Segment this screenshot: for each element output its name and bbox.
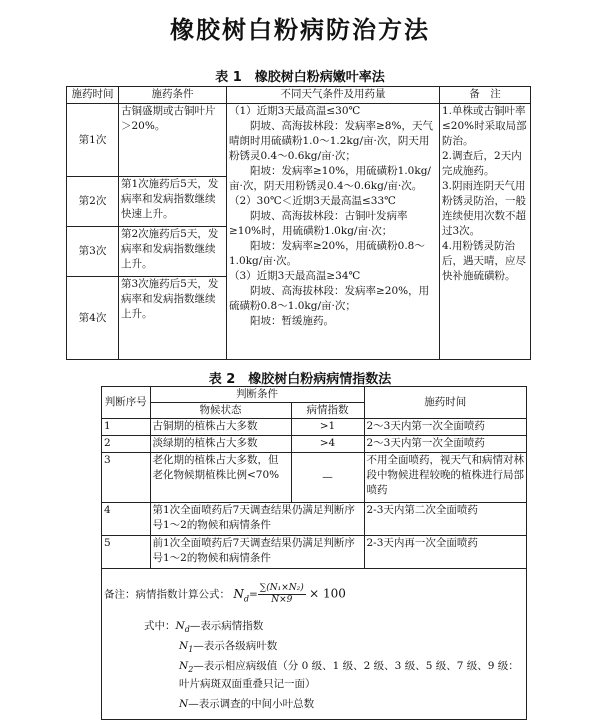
t2-row4-time: 2-3天内第二次全面喷药	[364, 503, 526, 536]
t2-note-label: 备注：病情指数计算公式：	[104, 588, 230, 601]
t2-note	[102, 569, 526, 719]
t2-legend-line-1: $N_1—$表示各级病叶数	[179, 640, 278, 655]
t2-row5-seq: 5	[102, 536, 150, 569]
t2-row2-index: >4	[291, 436, 364, 453]
t1-row1-cond: 古铜盛期或古铜叶片＞20%。	[119, 104, 227, 177]
t2-row1-index: >1	[291, 419, 364, 436]
t1-header-remarks: 备 注	[440, 87, 531, 104]
t2-row4-cond: 第1次全面喷药后7天调查结果仍满足判断序号1～2的物候和病情条件	[150, 503, 364, 536]
table1	[66, 86, 531, 360]
t2-header-time: 施药时间	[364, 387, 526, 419]
t2-header-phen: 物候状态	[150, 403, 291, 419]
t2-row5-cond: 前1次全面喷药后7天调查结果仍满足判断序号1～2的物候和病情条件	[150, 536, 364, 569]
t2-row2-phen: 淡绿期的植株占大多数	[150, 436, 291, 453]
t1-header-weather: 不同天气条件及用药量	[227, 87, 440, 104]
t2-formula-numerator: ∑(N₁×N₂)	[259, 583, 304, 593]
t1-header-cond: 施药条件	[119, 87, 227, 104]
t1-row3-time: 第3次	[67, 227, 119, 277]
t2-header-index: 病情指数	[291, 403, 364, 419]
t2-header-seq: 判断序号	[102, 387, 150, 419]
page-title: 橡胶树白粉病防治方法	[170, 15, 430, 44]
t1-row2-time: 第2次	[67, 177, 119, 227]
t1-row4-cond: 第3次施药后5天，发病率和发病指数继续上升。	[119, 277, 227, 360]
t1-row1-time: 第1次	[67, 104, 119, 177]
t1-row2-cond: 第1次施药后5天，发病率和发病指数继续快速上升。	[119, 177, 227, 227]
t2-formula-lhs: $N_d$	[233, 586, 249, 603]
t2-formula-fraction	[258, 583, 306, 606]
table1-caption: 表 1 橡胶树白粉病嫩叶率法	[215, 70, 385, 85]
t2-row1-time: 2～3天内第一次全面喷药	[364, 419, 526, 436]
t2-row1-phen: 古铜期的植株占大多数	[150, 419, 291, 436]
t1-remarks: 1.单株或古铜叶率≤20%时采取局部防治。 2.调查后，2天内完成施药。 3.阴雨连阴天气用粉锈灵防治，一般连续使用次数不超过3次。 4.用粉锈灵防治后，遇天晴，应尽快补施硫磺粉。	[440, 104, 531, 360]
t2-legend-intro: 式中：	[144, 620, 176, 632]
t1-header-time: 施药时间	[67, 87, 119, 104]
t2-header-cond: 判断条件	[150, 387, 364, 403]
t2-row3-time: 不用全面喷药，视天气和病情对林段中物候进程较晚的植株进行局部喷药	[364, 453, 526, 503]
t2-legend-line-2: $N_2—$表示相应病级值（分 0 级、1 级、2 级、3 级、5 级、7 级、9 级：叶片病斑双面重叠只记一面）	[179, 660, 519, 691]
t1-row4-time: 第4次	[67, 277, 119, 360]
t2-row1-seq: 1	[102, 419, 150, 436]
table2-caption: 表 2 橡胶树白粉病病情指数法	[208, 372, 392, 387]
t2-row4-seq: 4	[102, 503, 150, 536]
t2-row3-phen: 老化期的植株占大多数，但老化物候期植株比例<70%	[150, 453, 291, 503]
t2-legend-3: —表示调查的中间小叶总数	[188, 698, 315, 710]
t2-row2-time: 2～3天内第一次全面喷药	[364, 436, 526, 453]
t2-formula-denominator: N×9	[271, 595, 293, 605]
table2	[102, 387, 526, 569]
t2-formula-times100: × 100	[309, 586, 346, 601]
t2-legend-2: —表示相应病级值（分 0 级、1 级、2 级、3 级、5 级、7 级、9 级：叶片病斑双面重叠只记一面）	[179, 660, 519, 691]
t2-row3-seq: 3	[102, 453, 150, 503]
t2-row3-index: —	[291, 453, 364, 503]
t2-row5-time: 2-3天内再一次全面喷药	[364, 536, 526, 569]
table2-frame	[101, 386, 527, 720]
t2-note-formula-line: 备注：病情指数计算公式： $N_d=$ $\frac{\text{∑(N₁×N₂)}}{N\times 9}$ × 100	[104, 583, 346, 605]
t1-weather-dose: （1）近期3天最高温≤30℃ 阴坡、高海拔林段：发病率≥8%，天气晴朗时用硫磺粉1.0～1.2kg/亩·次，阴天用粉锈灵0.4～0.6kg/亩·次； 阳坡：发病率≥10%，用硫磺粉1.0kg/亩·次，阴天用粉锈灵0.4～0.6kg/亩·次。 （2）30℃＜近期3天最高温≤33℃ 阴坡、高海拔林段：古铜叶发病率≥10%时，用硫磺粉1.0kg/亩·次； 阳坡：发病率≥20%，用硫磺粉0.8～1.0kg/亩·次。 （3）近期3天最高温≥34℃ 阴坡、高海拔林段：发病率≥20%，用硫磺粉0.8～1.0kg/亩·次； 阳坡：暂缓施药。	[227, 104, 440, 360]
t2-row2-seq: 2	[102, 436, 150, 453]
t2-legend-line-3: N—表示调查的中间小叶总数	[179, 698, 315, 710]
t2-legend-0: —表示病情指数	[189, 620, 264, 632]
t2-legend-intro-line: 式中：$N_d—$表示病情指数	[144, 620, 264, 635]
t1-row3-cond: 第2次施药后5天，发病率和发病指数继续上升。	[119, 227, 227, 277]
t2-legend-1: —表示各级病叶数	[193, 640, 278, 652]
